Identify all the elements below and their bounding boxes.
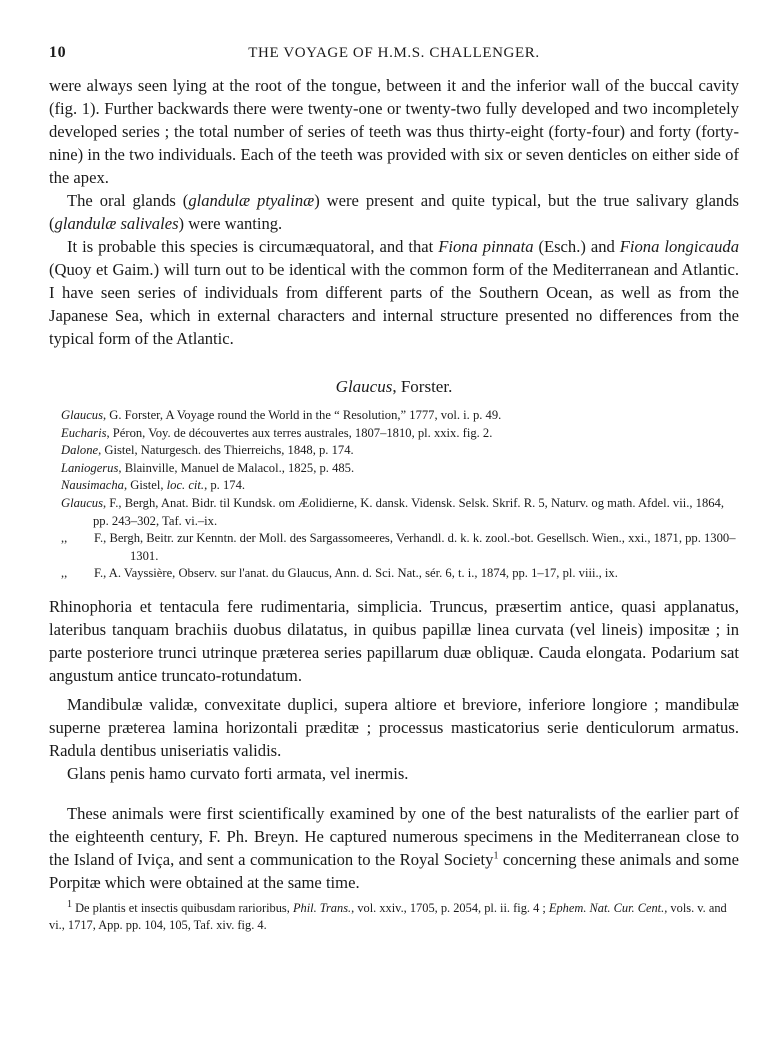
synonymy-entry: Laniogerus, Blainville, Manuel de Malacol., 1825, p. 485. <box>61 460 355 475</box>
body-paragraph-1: were always seen lying at the root of the tongue, between it and the inferior wall of the buccal cavity (fig. 1). Further backwards there were twenty-one or twenty-two fully developed and two incompletely developed series ; the total number of series of teeth was thus thirty-eight (forty-four) and forty (forty-nine) in the two individuals. Each of the teeth was provided with six or seven denticles on either side of the apex. <box>49 76 739 187</box>
diagnosis-paragraph-1: Rhinophoria et tentacula fere rudimentaria, simplicia. Truncus, præsertim antice, quasi applanatus, lateribus tanquam brachiis duobus dilatatus, in quibus papillæ linea curvata (vel lineis) impositæ ; in parte posteriore trunci utrinque præterea series papillarum duæ obliquæ. Cauda elongata. Podarium sat angustum antice truncato-rotundatum. <box>49 596 739 685</box>
synonymy-entry: Nausimacha, Gistel, loc. cit., p. 174. <box>61 478 246 493</box>
diagnosis-paragraph-3: Glans penis hamo curvato forti armata, vel inermis. <box>67 763 409 783</box>
synonymy-entry-ditto: ,, F., Bergh, Beitr. zur Kenntn. der Moll. des Sargassomeeres, Verhandl. d. k. k. zool.-bot. Gesellsch. Wien., xxi., 1871, pp. 1300–1301. <box>61 531 736 563</box>
page <box>49 44 739 934</box>
synonymy-entry: Dalone, Gistel, Naturgesch. des Thierreichs, 1848, p. 174. <box>61 443 354 458</box>
synonymy-list <box>49 407 739 583</box>
synonymy-entry: Eucharis, Péron, Voy. de découvertes aux terres australes, 1807–1810, pl. xxix. fig. 2. <box>61 425 493 440</box>
diagnosis-paragraph-2: Mandibulæ validæ, convexitate duplici, supera altiore et breviore, inferiore longiore ; mandibulæ superne præterea lamina horizontali præditæ ; processus masticatorius serie denticulorum armatus. Radula dentibus uniseriatis validis. <box>49 694 739 760</box>
footnote: $^1$ De plantis et insectis quibusdam rarioribus, Phil. Trans., vol. xxiv., 1705, p. 2054, pl. ii. fig. 4 ; Ephem. Nat. Cur. Cent., vols. v. and vi., 1717, App. pp. 104, 105, Taf. xiv. fig. 4. <box>49 898 727 932</box>
page-number: 10 <box>49 44 67 61</box>
body-paragraph-2: The oral glands (glandulæ ptyalinæ) were present and quite typical, but the true salivary glands (glandulæ salivales) were wanting. <box>49 191 739 233</box>
synonymy-entry: Glaucus, G. Forster, A Voyage round the World in the “ Resolution,” 1777, vol. i. p. 49. <box>61 408 502 422</box>
body-paragraph-3: It is probable this species is circumæquatoral, and that Fiona pinnata (Esch.) and Fiona longicauda (Quoy et Gaim.) will turn out to be identical with the common form of the Mediterranean and Atlantic. I have seen series of individuals from different parts of the Southern Ocean, as well as from the Japanese Sea, which in external characters and internal structure presented no differences from the typical form of the Atlantic. <box>49 237 739 348</box>
running-title: THE VOYAGE OF H.M.S. CHALLENGER. <box>248 45 540 61</box>
genus-heading: Glaucus, Forster. <box>335 377 453 396</box>
synonymy-entry: Glaucus, F., Bergh, Anat. Bidr. til Kundsk. om Æolidierne, K. dansk. Vidensk. Selsk. Skrif. R. 5, Naturv. og math. Afdel. vii., 1864, pp. 243–302, Taf. vi.–ix. <box>61 495 725 528</box>
genus-diagnosis <box>49 595 739 785</box>
history-paragraph: These animals were first scientifically examined by one of the best naturalists of the earlier part of the eighteenth century, F. Ph. Breyn. He captured numerous specimens in the Mediterranean close to the Island of Iviça, and sent a communication to the Royal Society$^1$ concerning these animals and some Porpitæ which were obtained at the same time. <box>49 803 739 892</box>
footnote-reference[interactable]: 1 <box>493 850 499 862</box>
running-head <box>49 44 739 74</box>
synonymy-entry-ditto: ,, F., A. Vayssière, Observ. sur l'anat. du Glaucus, Ann. d. Sci. Nat., sér. 6, t. i., 1874, pp. 1–17, pl. viii., ix. <box>61 566 618 581</box>
